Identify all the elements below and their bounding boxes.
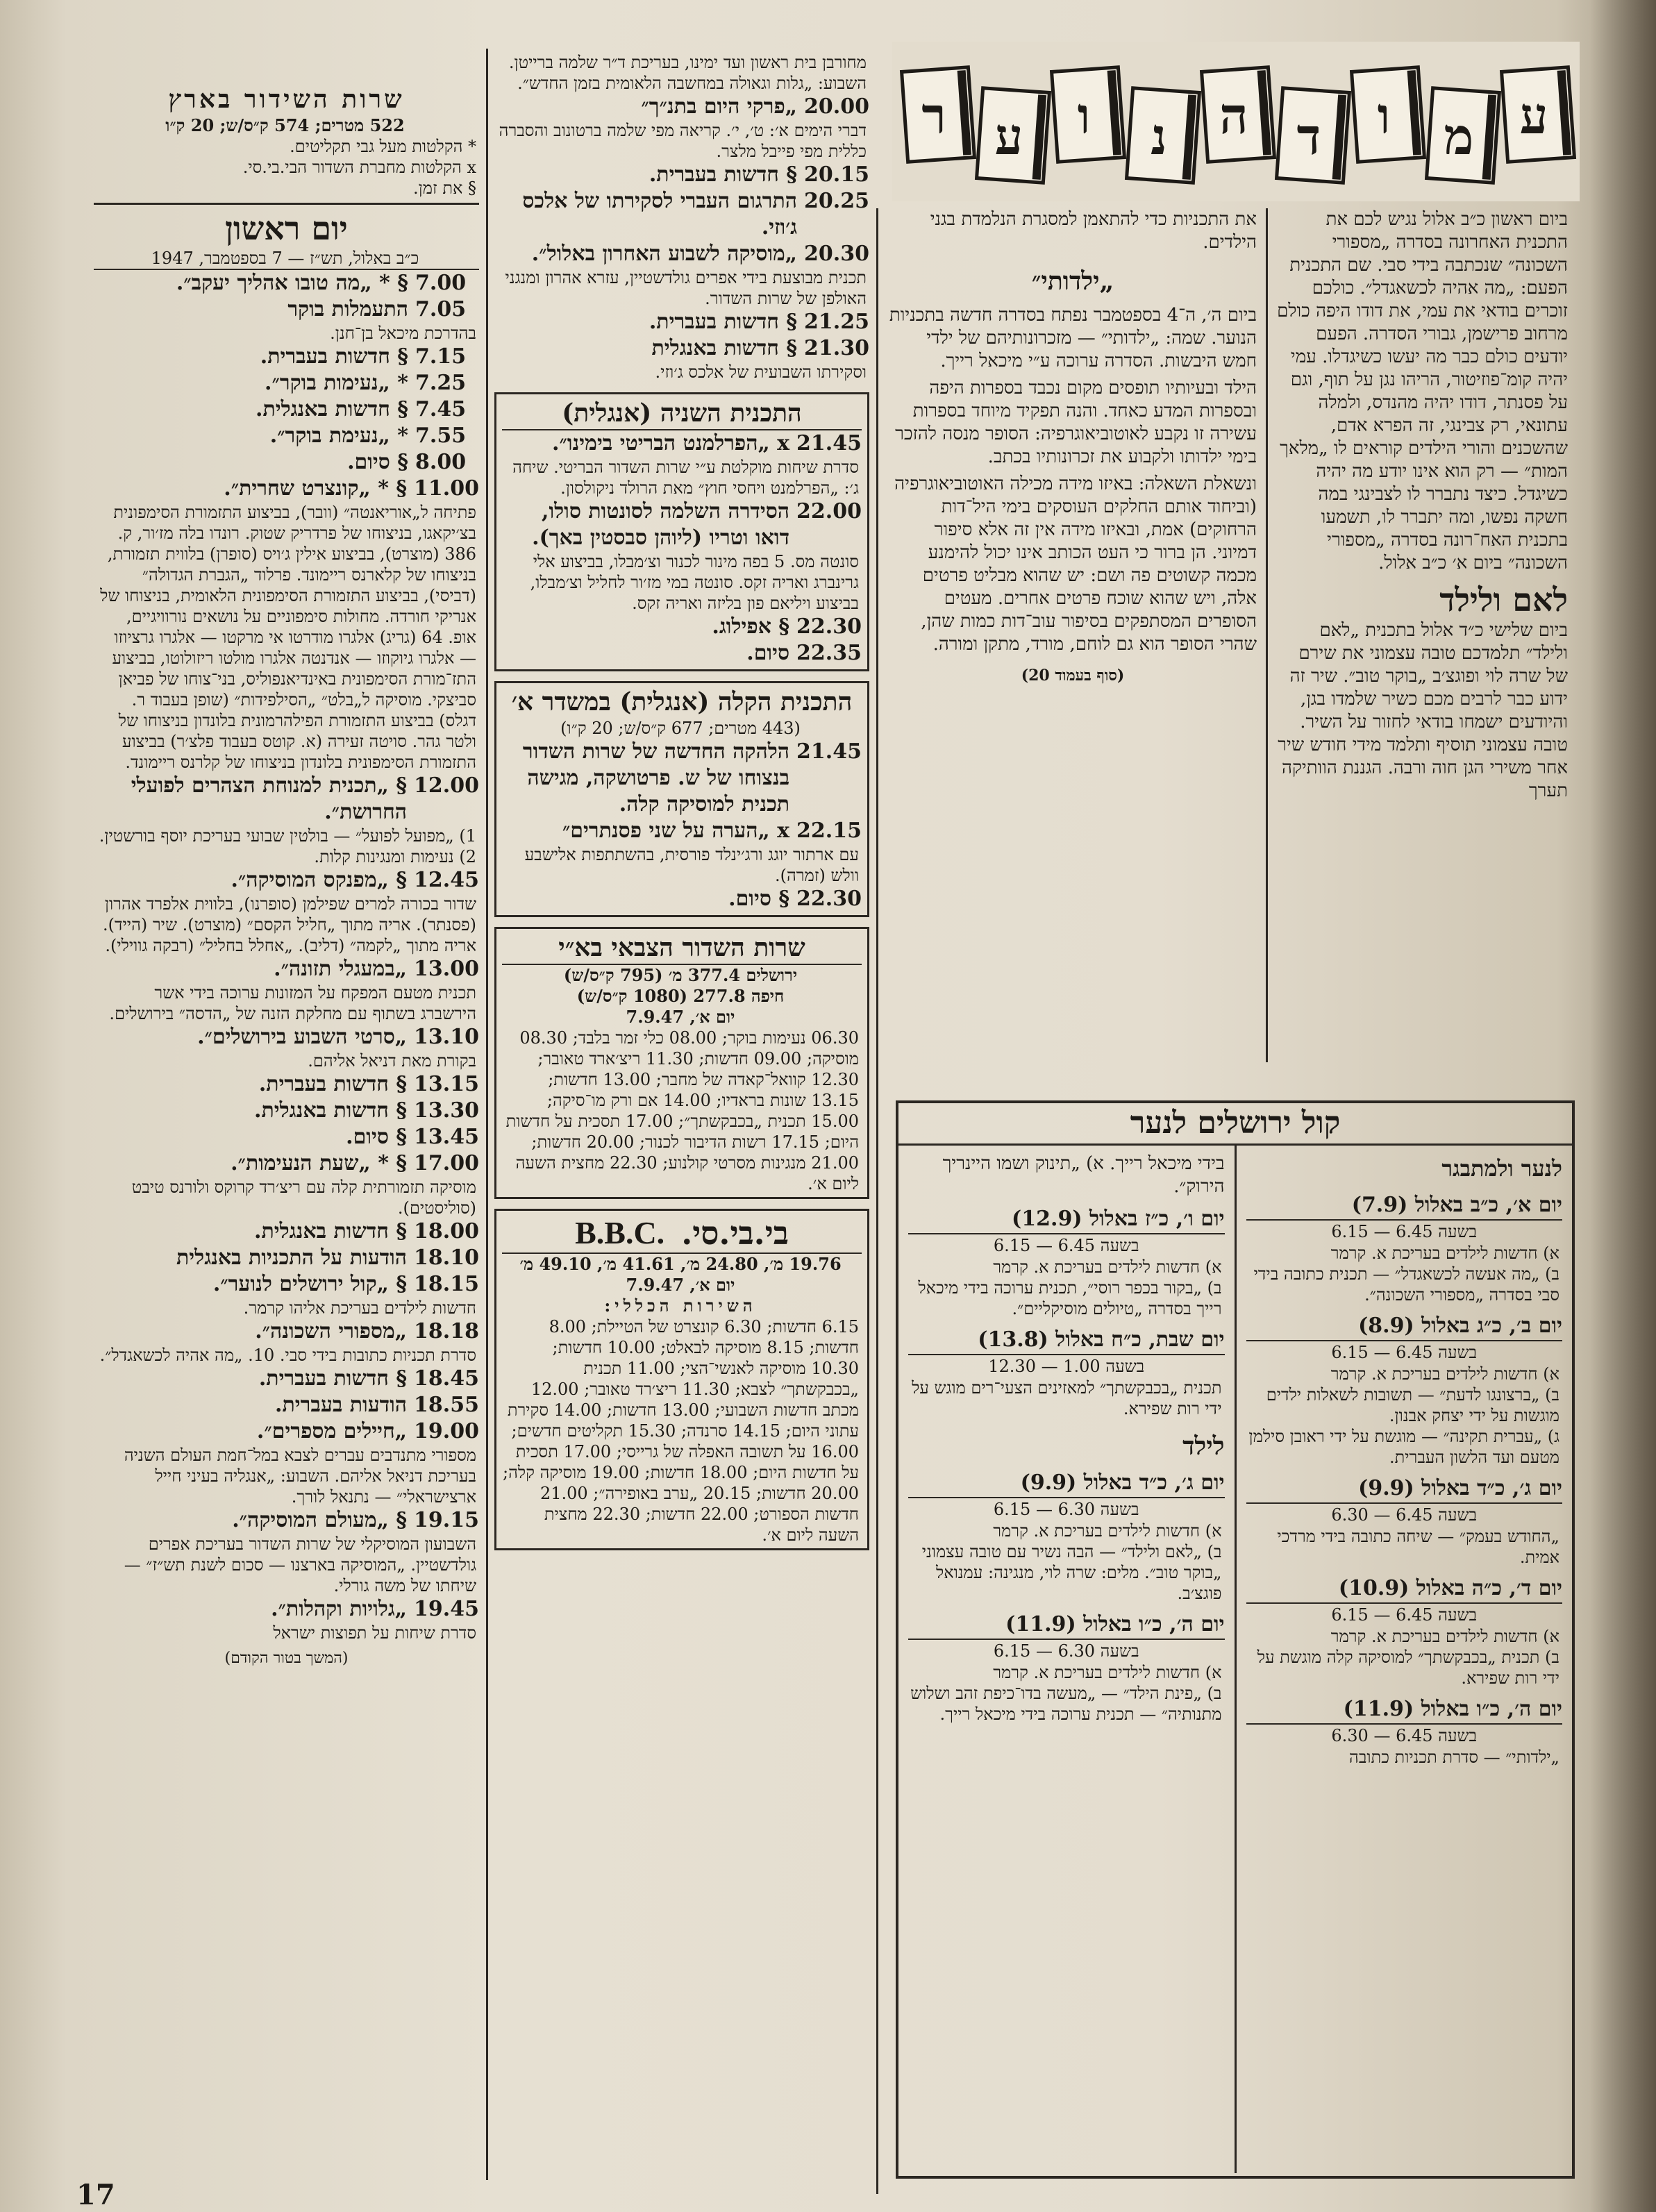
entry-title: § חדשות בעברית. [649, 162, 798, 187]
youth-page-banner [892, 42, 1580, 201]
entry-title: „מספורי השכונה״. [255, 1319, 408, 1343]
entry-description: סדרת שיחות על תפוצות ישראל [273, 1623, 476, 1643]
entry-title: „גלויות וקהלות״. [271, 1597, 408, 1621]
day-date: כ״ב באלול, תש״ז — 7 בספטמבר, 1947 [94, 248, 479, 270]
entry-title: התעמלות בוקר [287, 297, 408, 321]
second-program-title: התכנית השניה (אנגלית) [502, 397, 862, 430]
entry-time: 13.15 [414, 1072, 479, 1096]
entry-description: 1) „מפועל לפועל״ — בולטין שבועי בעריכת יוסף בורשטין. 2) נעימות ומנגינות קלות. [99, 826, 476, 866]
entry-time: 7.15 [415, 344, 467, 369]
banner-letter: ה [1219, 86, 1248, 145]
military-broadcast-box [494, 927, 869, 1199]
entry-description: מספורי מתנדבים עברים לצבא במל־חמת העולם השניה בעריכת דניאל אליהם. השבוע: „אנגליה בעיני חייל ארצישראלי״ — נתנאל לורך. [124, 1446, 476, 1507]
kol-day-item: א) חדשות לילדים בעריכת א. קרמר [993, 1521, 1222, 1541]
home-entry [94, 449, 479, 476]
kol-day-time: בשעה 6.45 — 6.15 [993, 1236, 1139, 1255]
entry-description: וסקירתו השבועית של אלכס ג׳וזי. [655, 362, 867, 382]
entry-title: § חדשות באנגלית. [256, 397, 408, 421]
entry-time: 21.45 [796, 739, 862, 764]
legend-note-2: x הקלטות מחברת השדור הבי.בי.סי. [242, 158, 476, 177]
light-program-entry [502, 886, 862, 912]
light-program-entry [502, 818, 862, 844]
home-entry [94, 773, 479, 826]
story-yaldruti-1: ביום ה׳, ה־4 בספטמבר נפתח בסדרה חדשה בתכניות הנוער. שמה: „ילדותי״ — מזכרונותיהם של ילדי חמש היבשות. הסדרה ערוכה ע״י מיכאל רייך. [889, 305, 1257, 371]
banner-letter: ע [994, 107, 1023, 166]
entry-description: תכנית מבוצעת בידי אפרים גולדשטיין, עזרא אהרון ומנגני האולפן של שרות השדור. [505, 268, 867, 308]
second-program-entry [502, 614, 862, 640]
home-entry [94, 1596, 479, 1623]
entry-time: 18.00 [414, 1219, 479, 1243]
page-number: 17 [76, 2179, 115, 2211]
entry-time: 18.55 [414, 1393, 479, 1417]
kol-day-title: יום ג׳, כ״ד באלול (9.9) [908, 1469, 1225, 1498]
banner-letter: ד [1296, 107, 1321, 166]
entry-title: * „נעימת בוקר״. [269, 424, 408, 448]
entry-description: בקורת מאת דניאל אליהם. [308, 1051, 476, 1071]
kol-day-item: ב) „לאם ולילד״ — הבה נשיר עם טובה עצמוני „בוקר טוב״. מלים: שרה לוי, מנגינה: עמנואל פוגצ׳ב. [921, 1542, 1222, 1603]
banner-book-6 [1052, 67, 1125, 162]
kol-day-item: א) חדשות לילדים בעריכת א. קרמר [1330, 1627, 1559, 1646]
day-title: יום ראשון [225, 210, 348, 247]
home-entry [94, 1071, 479, 1098]
home-entry [94, 1218, 479, 1245]
kol-day-title: יום ב׳, כ״ג באלול (8.9) [1246, 1312, 1563, 1341]
light-program-entries [502, 739, 862, 912]
bbc-frequencies: 19.76 מ׳, 24.80 מ׳, 41.61 מ׳, 49.10 מ׳ [519, 1254, 842, 1274]
kol-day-title: יום ד׳, כ״ה באלול (10.9) [1246, 1575, 1563, 1604]
kol-box-title: קול ירושלים לנער [898, 1103, 1572, 1146]
kol-day-item: „החודש בעמק״ — שיחה כתובה בידי מרדכי אמית. [1277, 1527, 1559, 1567]
story-mother-child: ביום שלישי כ״ד אלול בתכנית „לאם ולילד״ תלמדכם טובה עצמוני את שירם של שרה לוי ופוגצ׳ב „בוקר טוב״. שיר זה ידוע כבר לרבים מכם כשיר שלמדו בגן, והיודעים ישמחו בודאי לחזור על השיר. טובה עצמוני תוסיף ותלמד מידי חודש שיר אחר משירי הגן חוה ורבה. הגננת הוותיקה תערך [1278, 620, 1568, 801]
entry-description: פתיחה ל„אוריאנטה״ (וובר), בביצוע התזמורת הסימפונית בצ׳יקאגו, בניצוחו של פרדריק שטוק. רונדו בלה מז׳ור, ק. 386 (מוצרט), בביצוע אילין ג׳ויס (סופרן) בלווית תזמורת, בניצוחו של קלארנס ריימונד. פרלוד „הגברת הגדולה״ (דביסי), בביצוע התזמורת הסימפונית הלאומית, בניצוחו של אנריקי חורדה. מחולות סימפוניים על נושאים נורוויגיים, אופ. 64 (גריג) אלגרו מודרטו אי מרקטו — אלגרו גרציוזו — אלגרו גיוקוזו — אנדנטה אלגרו מולטו ריזולוטו, בביצוע התז־מורת הסימפונית באינדיאנפוליס, בני־צוחו של פביאן סביצקי. מוסיקה ל„בלט״ „הסילפידות״ (שופן בעבוד ר. דגלס) בביצוע התזמורת הפילהרמונית בלונדון בניצוחו של ולטר גהר. סויטה זעירה (א. קוטס בעבוד פלצ׳ר) בביצוע התזמורת הסימפונית בלונדון בניצוחו של קלרנס ריימונד. [100, 503, 476, 772]
kol-child-title: לילד [1182, 1432, 1225, 1461]
entry-description: סדרת שיחות מוקלטת ע״י שרות השדור הבריטי. שיחה ג׳: „הפרלמנט ויחסי חוץ״ מאת הרולד ניקולסון. [512, 458, 859, 498]
story-column-middle [889, 208, 1257, 1069]
kol-day-time: בשעה 6.45 — 6.30 [1331, 1726, 1478, 1745]
entry-time: 13.10 [414, 1025, 479, 1049]
entry-time: 22.15 [796, 819, 862, 843]
entry-title: § סיום. [728, 887, 790, 911]
bbc-logo: B.B.C. [575, 1215, 665, 1250]
entry-title: § * „מה טובו אהליך יעקב״. [176, 271, 408, 295]
banner-letter: ו [1077, 86, 1091, 145]
home-entry [94, 956, 479, 982]
col4-continued-note: (המשך בטור הקודם) [224, 1650, 349, 1667]
entry-time: 7.55 [415, 424, 467, 448]
entry-title: § חדשות בעברית. [649, 310, 798, 334]
kol-day-item: ג) „עברית תקינה״ — מוגשת על ידי ראובן סילמן מטעם ועד הלשון העברית. [1248, 1427, 1559, 1467]
col3-entries [494, 94, 869, 383]
entry-time: 7.45 [415, 397, 467, 421]
story-column-right [1276, 208, 1568, 1069]
entry-title: § חדשות באנגלית [651, 336, 798, 360]
second-program-entry [502, 498, 862, 551]
kol-day-item: ב) „פינת הילד״ — „מעשה בדו־כיפת זהב ושלוש מתנותיה״ — תכנית ערוכה בידי מיכאל רייך. [910, 1684, 1222, 1724]
bbc-general-service: השירות הכללי: [604, 1296, 757, 1316]
entry-time: 8.00 [415, 450, 467, 474]
home-entry [94, 1418, 479, 1445]
bbc-hebrew-title: בי.בי.סי. [681, 1214, 789, 1252]
entry-title: סיום. [746, 641, 790, 665]
entry-description: חדשות לילדים בעריכת אליהו קרמר. [243, 1298, 476, 1318]
entry-title: § חדשות בעברית. [260, 344, 408, 369]
home-entry [94, 270, 479, 296]
military-line-1: ירושלים 377.4 מ׳ (795 ק״ס/ש) [563, 965, 798, 985]
entry-title: § סיום. [347, 450, 408, 474]
entry-title: § אפילוג. [712, 614, 790, 639]
light-program-entry [502, 739, 862, 818]
col3-entry [494, 162, 869, 188]
kol-day-item: א) חדשות לילדים בעריכת א. קרמר [1330, 1243, 1559, 1263]
entry-time: 22.35 [796, 641, 862, 665]
entry-time: 13.45 [414, 1125, 479, 1149]
light-program-box [494, 681, 869, 917]
entry-title: * „נעימות בוקר״. [265, 371, 408, 395]
kol-day-item: ב) תכנית „בכבקשתך״ למוסיקה קלה מוגשת על ידי רות שפירא. [1257, 1648, 1559, 1688]
entry-description: דברי הימים א׳: ט׳, י׳. קריאה מפי שלמה ברטונוב והסברה כללית מפי פייבל מלצר. [499, 121, 867, 161]
section-heading-mother-child: לאם ולילד [1439, 581, 1568, 619]
entry-title: הסידרה השלמה לסונטות סולו, דואו וטריו (ליוהן סבסטין באך). [532, 499, 790, 550]
column-rule-1 [876, 208, 878, 2194]
col3-entry [494, 309, 869, 335]
banner-book-3 [1277, 88, 1350, 183]
kol-day-time: בשעה 6.45 — 6.15 [1331, 1343, 1478, 1362]
home-entry [94, 1392, 479, 1418]
home-broadcast-title: שרות השידור בארץ [168, 85, 405, 114]
entry-time: 18.10 [414, 1246, 479, 1270]
entry-title: § „קול ירושלים לנוער״. [212, 1272, 408, 1296]
home-entry [94, 1150, 479, 1177]
kol-day-item: א) חדשות לילדים בעריכת א. קרמר [1330, 1364, 1559, 1384]
entry-description: עם ארתור יוגג ורג׳ינלד פורסית, בהשתתפות אלישבע וולש (זמרה). [524, 845, 859, 885]
home-entry [94, 1245, 479, 1271]
entry-time: 21.45 [796, 431, 862, 455]
entry-time: 20.15 [804, 162, 869, 187]
home-entry [94, 1507, 479, 1534]
entry-time: 18.18 [414, 1319, 479, 1343]
kol-right-title: לנער ולמתבגר [1441, 1155, 1562, 1182]
entry-time: 18.45 [414, 1366, 479, 1391]
entry-time: 18.15 [414, 1272, 479, 1296]
kol-left-days [908, 1205, 1225, 1419]
banner-book-1 [1427, 88, 1500, 183]
home-entry [94, 867, 479, 894]
kol-day-title: יום ג׳, כ״ד באלול (9.9) [1246, 1475, 1563, 1504]
column-rule-3 [1266, 208, 1268, 1062]
kol-day-title: יום ה׳, כ״ו באלול (11.9) [1246, 1695, 1563, 1725]
schedule-column-4 [94, 83, 479, 2180]
kol-child-days [908, 1469, 1225, 1725]
entry-time: 22.30 [796, 887, 862, 911]
entry-time: 7.25 [415, 371, 467, 395]
entry-description: מוסיקה תזמורתית קלה עם ריצ׳רד קרוקס ולורנס טיבט (סוליסטים). [131, 1178, 476, 1218]
home-entry [94, 1098, 479, 1124]
column-rule-2 [486, 49, 488, 2180]
entry-title: § חדשות בעברית. [258, 1072, 408, 1096]
entry-title: „חיילים מספרים״. [256, 1419, 408, 1443]
kol-day-item: ב) „ברצונגו לדעת״ — תשובות לשאלות ילדים מוגשות על ידי יצחק אבנון. [1266, 1385, 1559, 1425]
military-schedule: 06.30 נעימות בוקר; 08.00 כלי זמר בלבד; 08.30 מוסיקה; 09.00 חדשות; 11.30 ריצ׳ארד טאובר; 12.30 קוואל־קאדה של מחבר; 13.00 חדשות; 13.15 שונות בראדיו; 14.00 אם ורק מו־סיקה; 15.00 תכנית „בכבקשתך״; 17.00 תסכית על חדשות היום; 17.15 רשות הדיבור לכנור; 20.00 חדשות; 21.00 מנגינות מסרטי קולנוע; 22.30 מחצית השעה ליום א׳. [505, 1028, 859, 1193]
entry-time: 17.00 [414, 1151, 479, 1175]
kol-left-intro: בידי מיכאל רייך. א) „תינוק ושמו היינריך הירוק״. [942, 1153, 1225, 1197]
story-yaldruti-2: הילד ובעיותיו תופסים מקום נכבד בספרות היפה ובספרות המדע כאחד. והנה תפקיד מיוחד בספרות עשירה זו נקבע לאוטוביאוגרפיה: הסופר מנסה להזכר בימי ילדותו ולקבוע את זכרונותיו בכתב. [895, 378, 1257, 467]
second-program-entry [502, 640, 862, 667]
kol-right-days [1246, 1191, 1563, 1768]
kol-day-item: ב) „בקור בכפר רוסי״, תכנית ערוכה בידי מיכאל רייך בסדרה „טיולים מוסיקליים״. [918, 1278, 1222, 1318]
home-entry [94, 1271, 479, 1298]
entry-title: הודעות בעברית. [275, 1393, 408, 1417]
military-broadcast-title: שרות השדור הצבאי בא״י [502, 932, 862, 965]
banner-book-0 [1502, 67, 1575, 162]
home-entry [94, 396, 479, 423]
entry-time: 20.25 [804, 189, 869, 213]
legend-note-1: * הקלטות מעל גבי תקליטים. [290, 137, 476, 156]
kol-day-time: בשעה 6.30 — 6.15 [993, 1500, 1139, 1519]
page-binding-shadow [1590, 0, 1656, 2212]
entry-time: 13.30 [414, 1098, 479, 1123]
entry-title: § סיום. [346, 1125, 408, 1149]
bbc-day: יום א׳, 7.9.47 [626, 1275, 735, 1295]
header-divider [94, 203, 479, 205]
second-program-box [494, 392, 869, 671]
banner-letter: ו [1377, 86, 1391, 145]
home-entry [94, 1024, 479, 1050]
entry-title: § „תכנית למנוחת הצהרים לפועלי החרושת״. [131, 773, 408, 824]
entry-description: השבועון המוסיקלי של שרות השדור בעריכת אפרים גולדשטיין. „המוסיקה בארצנו — סכום לשנת תש״ז״ — שיחתו של משה גורלי. [124, 1534, 476, 1595]
kol-box-left-column [898, 1146, 1235, 2173]
entry-title: התרגום העברי לסקירתו של אלכס ג׳וזי. [522, 189, 798, 240]
home-entry [94, 1318, 479, 1345]
home-broadcast-frequency: 522 מטרים; 574 ק״ס/ש; 20 ק״ו [165, 115, 405, 135]
banner-book-5 [1127, 88, 1200, 183]
light-program-frequency: (443 מטרים; 677 ק״ס/ש; 20 ק״ו) [560, 719, 801, 738]
col3-entry [494, 335, 869, 362]
entry-time: 20.00 [804, 94, 869, 119]
kol-day-item: ב) „מה אעשה לכשאגדל״ — תכנית כתובה בידי סבי בסדרה „מספורי השכונה״. [1253, 1264, 1559, 1305]
home-broadcast-entries [94, 270, 479, 1643]
legend-note-3: § את זמן. [413, 178, 476, 198]
second-program-entry [502, 430, 862, 457]
kol-day-time: בשעה 1.00 — 12.30 [988, 1357, 1145, 1376]
story-intro: ביום ראשון כ״ב אלול נגיש לכם את התכנית האחרונה בסדרה „מספורי השכונה״ שנכתבה בידי סבי. שם התכנית הפעם: „מה אהיה לכשאגדל״. כולכם זוכרים בודאי את עמי, את דודו היפה כולם מרחוב פרישמן, גבורי הסדרה. הפעם יודעים כולם כבר מה יעשו כשיגדלו. עמי יהיה קומ־פוזיטור, הריהו נגן על תוף, וגם על פסנתר, דודו יהיה מהנדס, ולמלה עתונאי, רק צבינגי, זה הפרא אדם, שהשכנים והורי הילדים קוראים לו „מלאך המות״ — רק הוא אינו יודע מה יהיה כשיגדל. כיצד נתברר לו לצבינגי במה חשקה נפשו, ומה יתברר לו, תשמעו בתכנית האח־רונה בסדרה „מספורי השכונה״ ביום א׳ כ״ב אלול. [1277, 209, 1568, 573]
banner-letter: מ [1444, 107, 1474, 166]
entry-title: הלהקה החדשה של שרות השדור בנצוחו של ש. פרטושקה, מגישה תכנית למוסיקה קלה. [522, 739, 790, 816]
home-entry [94, 423, 479, 449]
entry-title: § * „קונצרט שחרית״. [224, 476, 408, 501]
entry-title: הודעות על התכניות באנגלית [176, 1246, 408, 1270]
banner-book-2 [1352, 67, 1425, 162]
entry-title: „סרטי השבוע בירושלים״. [197, 1025, 408, 1049]
entry-description: סונטה מס. 5 בפה מינור לכנור וצ׳מבלו, בביצוע אלי גרינברג ואריה זקס. סונטה במי מז׳ור לחליל וצ׳מבלו, בביצוע ויליאם פון בליזה ואריה זקס. [530, 552, 859, 613]
kol-day-title: יום ו׳, כ״ז באלול (12.9) [908, 1205, 1225, 1234]
bbc-schedule: 6.15 חדשות; 6.30 קונצרט של הטיילת; 8.00 חדשות; 8.15 מוסיקה לבאלט; 10.00 חדשות; 10.30 מוסיקה לאנשי־הצי; 11.00 תכנית „בכבקשתך״ לצבא; 11.30 ריצ׳רד טאובר; 12.00 מכתב חדשות השבועי; 13.00 חדשות; 14.00 סקירת עתוני היום; 14.15 סרנדה; 15.30 תקליטים חדשים; 16.00 על תשובה האפלה של גרייסי; 17.00 תסכית על חדשות היום; 18.00 חדשות; 19.00 מוסיקה קלה; 20.00 חדשות; 20.15 „ערב באופירה״; 21.00 חדשות הספורט; 22.00 חדשות; 22.30 מחצית השעה ליום א׳. [503, 1317, 859, 1545]
entry-time: 19.45 [414, 1597, 479, 1621]
entry-description: סדרת תכניות כתובות בידי סבי. 10. „מה אהיה לכשאגדל״. [99, 1346, 476, 1365]
entry-title: § „מפנקס המוסיקה״. [231, 868, 408, 892]
bbc-box [494, 1209, 869, 1550]
entry-time: 20.30 [804, 242, 869, 266]
banner-letter: ר [921, 86, 946, 145]
banner-book-7 [977, 88, 1050, 183]
kol-day-title: יום שבת, כ״ח באלול (13.8) [908, 1326, 1225, 1355]
kol-box-right-column [1235, 1146, 1573, 2173]
kol-day-title: יום א׳, כ״ב באלול (7.9) [1246, 1191, 1563, 1221]
entry-title: „במעגלי תזונה״. [274, 957, 408, 981]
entry-title: x „הפרלמנט הבריטי בימינו״. [552, 431, 790, 455]
kol-day-item: א) חדשות לילדים בעריכת א. קרמר [993, 1663, 1222, 1682]
section-heading-yaldruti: „ילדותי״ [1031, 267, 1114, 296]
entry-title: x „הערה על שני פסנתרים״ [562, 819, 790, 843]
second-program-entries [502, 430, 862, 667]
home-entry [94, 344, 479, 370]
entry-time: 12.45 [414, 868, 479, 892]
entry-time: 22.00 [796, 499, 862, 523]
kol-day-time: בשעה 6.45 — 6.15 [1331, 1222, 1478, 1241]
entry-title: § „מעולם המוסיקה״. [232, 1508, 408, 1532]
entry-time: 13.00 [414, 957, 479, 981]
military-line-3: יום א׳, 7.9.47 [626, 1007, 735, 1027]
entry-time: 12.00 [414, 773, 479, 798]
entry-title: § חדשות בעברית. [258, 1366, 408, 1391]
kol-day-item: א) חדשות לילדים בעריכת א. קרמר [993, 1257, 1222, 1277]
home-entry [94, 1124, 479, 1150]
kol-day-time: בשעה 6.45 — 6.30 [1331, 1505, 1478, 1525]
home-entry [94, 370, 479, 396]
entry-time: 7.05 [415, 297, 467, 321]
entry-title: § * „שעת הנעימות״. [231, 1151, 408, 1175]
col3-entry [494, 94, 869, 120]
banner-book-8 [902, 67, 975, 162]
entry-title: „מוסיקה לשבוע האחרון באלול״. [531, 242, 798, 266]
kol-day-title: יום ה׳, כ״ו באלול (11.9) [908, 1611, 1225, 1640]
banner-book-4 [1202, 67, 1275, 162]
entry-time: 11.00 [414, 476, 479, 501]
banner-letter: נ [1151, 107, 1167, 166]
entry-title: § חדשות באנגלית. [254, 1219, 408, 1243]
entry-description: בהדרכת מיכאל בן־חנן. [330, 324, 476, 343]
story-continued: את התכניות כדי להתאמן למסגרת הנלמדת בגני הילדים. [930, 209, 1257, 253]
kol-day-time: בשעה 6.45 — 6.15 [1331, 1605, 1478, 1625]
light-program-title: התכנית הקלה (אנגלית) במשדר א׳ [511, 687, 853, 717]
col3-top-text: מחורבן בית ראשון ועד ימינו, בעריכת ד״ר שלמה ברייטן. השבוע: „גלות וגאולה במחשבה הלאומית בזמן החדש״. [508, 53, 867, 93]
entry-time: 21.30 [804, 336, 869, 360]
military-line-2: חיפה 277.8 (1080 ק״ס/ש) [576, 986, 785, 1006]
entry-time: 22.30 [796, 614, 862, 639]
story-yaldruti-3: ונשאלת השאלה: באיזו מידה מכילה האוטוביאוגרפיה (וביחוד אותם החלקים העוסקים בימי היל־דות הרחוקים) אמת, ובאיזו מידה אין זה אלא סיפור דמיוני. הן ברור כי העט הכותב אינו יכול להימנע מכמה קשוטים פה ושם: יש שהוא מבליט פרטים אלה, ויש שהוא שוכח פרטים אחרים. מעטים הסופרים המסתפקים בסיפור עוב־דות כמות שהן, שהרי הסופר הוא גם לוחם, מורד, מתקן ומורה. [894, 474, 1257, 655]
kol-day-time: בשעה 6.30 — 6.15 [993, 1641, 1139, 1661]
banner-letter: ע [1519, 86, 1548, 145]
continued-note: (סוף בעמוד 20) [1021, 667, 1125, 685]
entry-title: § חדשות באנגלית. [254, 1098, 408, 1123]
entry-time: 19.15 [414, 1508, 479, 1532]
entry-description: תכנית מטעם המפקח על המזונות ערוכה בידי אשר הירשברג בשתוף עם מחלקת הזנה של „הדסה״ בירושלים. [109, 983, 476, 1023]
home-entry [94, 476, 479, 502]
kol-day-item: „ילדותי״ — סדרת תכניות כתובה [1349, 1748, 1559, 1767]
entry-description: שדור בכורה למרים שפילמן (סופרנו), בלווית אלפרד אהרון (פסנתר). אריה מתוך „חליל הקסם״ (מוצרט). שיר (הייד). אריה מתוך „לקמה״ (דליב). „אחלל בחליל״ (רבקה גווילי). [102, 894, 476, 955]
col3-entry [494, 241, 869, 267]
entry-title: „פרקי היום בתנ״ך״ [641, 94, 798, 119]
schedule-column-3 [494, 52, 869, 2184]
home-entry [94, 1366, 479, 1392]
col3-entry [494, 188, 869, 241]
kol-jerusalem-youth-box [896, 1100, 1575, 2179]
home-entry [94, 296, 479, 323]
entry-time: 19.00 [414, 1419, 479, 1443]
entry-time: 7.00 [415, 271, 467, 295]
entry-time: 21.25 [804, 310, 869, 334]
kol-day-item: תכנית „בכבקשתך״ למאזינים הצעי־רים מוגש על ידי רות שפירא. [912, 1378, 1222, 1418]
